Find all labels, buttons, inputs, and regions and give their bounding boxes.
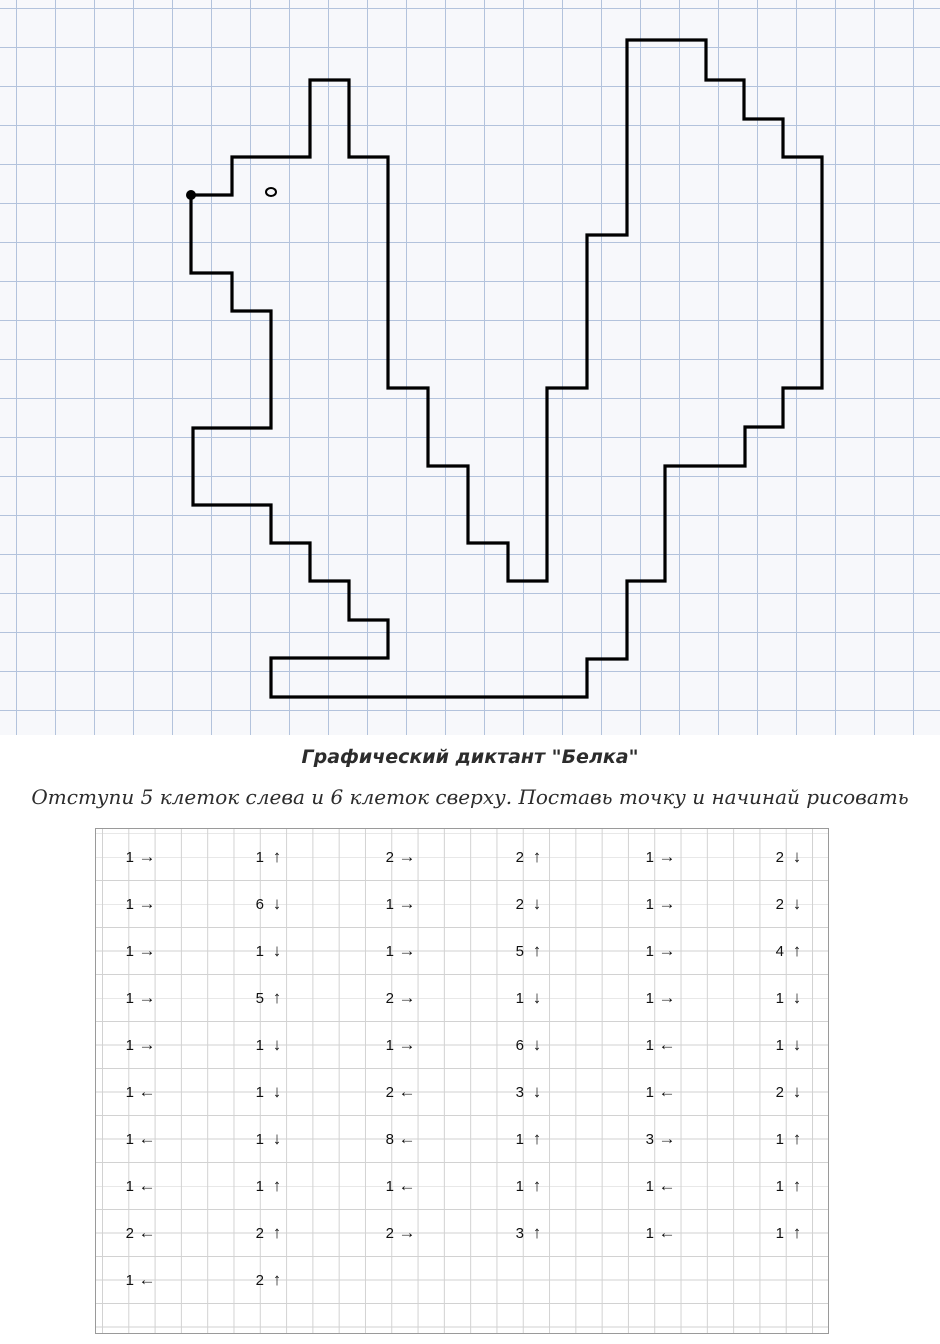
dictation-step <box>108 892 160 916</box>
step-count: 1 <box>125 989 134 1007</box>
arrow-right-icon: → <box>138 988 156 1007</box>
dictation-step <box>238 845 290 869</box>
step-count: 1 <box>775 1036 784 1054</box>
arrow-left-icon: ← <box>658 1176 676 1195</box>
step-count: 1 <box>775 1177 784 1195</box>
arrow-up-icon: ↑ <box>792 941 802 960</box>
step-count: 1 <box>125 1083 134 1101</box>
arrow-up-icon: ↑ <box>532 847 542 866</box>
step-count: 2 <box>515 895 524 913</box>
dictation-step <box>628 1127 680 1151</box>
step-count: 1 <box>255 1036 264 1054</box>
arrow-right-icon: → <box>398 1223 416 1242</box>
arrow-right-icon: → <box>398 1035 416 1054</box>
squirrel-outline <box>191 40 822 697</box>
step-count: 3 <box>515 1083 524 1101</box>
step-count: 2 <box>125 1224 134 1242</box>
arrow-left-icon: ← <box>138 1082 156 1101</box>
step-count: 2 <box>255 1271 264 1289</box>
arrow-up-icon: ↑ <box>532 941 542 960</box>
step-count: 1 <box>515 1130 524 1148</box>
step-count: 1 <box>645 1083 654 1101</box>
dictation-step <box>758 986 810 1010</box>
dictation-step <box>108 1221 160 1245</box>
dictation-step <box>238 892 290 916</box>
arrow-up-icon: ↑ <box>272 1176 282 1195</box>
dictation-step <box>628 1174 680 1198</box>
dictation-table <box>95 828 829 1334</box>
dictation-step <box>238 986 290 1010</box>
arrow-left-icon: ← <box>658 1035 676 1054</box>
step-count: 8 <box>385 1130 394 1148</box>
arrow-right-icon: → <box>398 847 416 866</box>
step-count: 1 <box>125 895 134 913</box>
arrow-up-icon: ↑ <box>272 847 282 866</box>
dictation-step <box>498 1033 550 1057</box>
dictation-step <box>238 1268 290 1292</box>
arrow-right-icon: → <box>138 847 156 866</box>
arrow-up-icon: ↑ <box>792 1176 802 1195</box>
dictation-step <box>108 845 160 869</box>
dictation-step <box>368 986 420 1010</box>
dictation-step <box>758 939 810 963</box>
step-count: 1 <box>775 1224 784 1242</box>
step-count: 1 <box>775 989 784 1007</box>
step-count: 2 <box>255 1224 264 1242</box>
arrow-up-icon: ↑ <box>532 1129 542 1148</box>
dictation-step <box>368 1080 420 1104</box>
dictation-step <box>498 845 550 869</box>
dictation-step <box>108 986 160 1010</box>
dictation-step <box>108 1127 160 1151</box>
step-count: 1 <box>645 895 654 913</box>
step-count: 1 <box>645 1224 654 1242</box>
arrow-down-icon: ↓ <box>792 847 802 866</box>
arrow-left-icon: ← <box>138 1129 156 1148</box>
step-count: 1 <box>255 942 264 960</box>
dictation-step <box>368 1174 420 1198</box>
dictation-step <box>628 939 680 963</box>
dictation-step <box>628 845 680 869</box>
step-count: 3 <box>645 1130 654 1148</box>
dictation-step <box>108 1033 160 1057</box>
arrow-right-icon: → <box>658 1129 676 1148</box>
step-count: 1 <box>645 942 654 960</box>
step-count: 3 <box>515 1224 524 1242</box>
step-count: 1 <box>385 895 394 913</box>
dictation-step <box>238 1080 290 1104</box>
step-count: 1 <box>645 1036 654 1054</box>
dictation-step <box>238 1033 290 1057</box>
dictation-step <box>368 892 420 916</box>
eye-mark <box>266 188 276 196</box>
arrow-left-icon: ← <box>138 1270 156 1289</box>
step-count: 6 <box>515 1036 524 1054</box>
step-count: 5 <box>255 989 264 1007</box>
arrow-left-icon: ← <box>138 1223 156 1242</box>
step-count: 1 <box>385 1177 394 1195</box>
arrow-right-icon: → <box>658 847 676 866</box>
dictation-step <box>758 1221 810 1245</box>
dictation-step <box>238 1221 290 1245</box>
dictation-step <box>758 845 810 869</box>
arrow-left-icon: ← <box>398 1129 416 1148</box>
step-count: 1 <box>645 1177 654 1195</box>
dictation-step <box>628 1033 680 1057</box>
arrow-down-icon: ↓ <box>792 1082 802 1101</box>
arrow-down-icon: ↓ <box>532 1035 542 1054</box>
arrow-up-icon: ↑ <box>532 1176 542 1195</box>
step-count: 4 <box>775 942 784 960</box>
arrow-down-icon: ↓ <box>272 1082 282 1101</box>
start-point <box>186 190 196 200</box>
step-count: 1 <box>775 1130 784 1148</box>
arrow-up-icon: ↑ <box>792 1129 802 1148</box>
step-count: 1 <box>125 1271 134 1289</box>
step-count: 1 <box>255 848 264 866</box>
arrow-up-icon: ↑ <box>792 1223 802 1242</box>
step-count: 2 <box>385 989 394 1007</box>
step-count: 1 <box>125 848 134 866</box>
dictation-step <box>368 1033 420 1057</box>
dictation-step <box>108 1268 160 1292</box>
arrow-down-icon: ↓ <box>272 1129 282 1148</box>
dictation-step <box>758 1127 810 1151</box>
arrow-right-icon: → <box>398 988 416 1007</box>
arrow-left-icon: ← <box>398 1082 416 1101</box>
dictation-step <box>498 1080 550 1104</box>
dictation-step <box>628 986 680 1010</box>
arrow-right-icon: → <box>398 941 416 960</box>
step-count: 5 <box>515 942 524 960</box>
step-count: 1 <box>385 1036 394 1054</box>
step-count: 6 <box>255 895 264 913</box>
dictation-step <box>758 1080 810 1104</box>
arrow-up-icon: ↑ <box>272 1270 282 1289</box>
dictation-step <box>498 939 550 963</box>
arrow-left-icon: ← <box>658 1223 676 1242</box>
arrow-down-icon: ↓ <box>792 1035 802 1054</box>
arrow-right-icon: → <box>398 894 416 913</box>
dictation-step <box>628 1221 680 1245</box>
dictation-title: Графический диктант "Белка" <box>301 746 639 768</box>
arrow-down-icon: ↓ <box>272 1035 282 1054</box>
dictation-step <box>758 1174 810 1198</box>
dictation-step <box>498 1221 550 1245</box>
dictation-step <box>628 892 680 916</box>
step-count: 2 <box>775 1083 784 1101</box>
arrow-up-icon: ↑ <box>272 1223 282 1242</box>
arrow-down-icon: ↓ <box>532 894 542 913</box>
step-count: 2 <box>385 1224 394 1242</box>
step-count: 1 <box>125 1130 134 1148</box>
step-count: 2 <box>515 848 524 866</box>
arrow-right-icon: → <box>658 941 676 960</box>
step-count: 1 <box>255 1177 264 1195</box>
arrow-right-icon: → <box>658 894 676 913</box>
arrow-right-icon: → <box>138 894 156 913</box>
step-count: 2 <box>775 848 784 866</box>
arrow-up-icon: ↑ <box>532 1223 542 1242</box>
arrow-down-icon: ↓ <box>532 1082 542 1101</box>
step-count: 1 <box>645 848 654 866</box>
dictation-step <box>108 1080 160 1104</box>
dictation-step <box>108 939 160 963</box>
dictation-step <box>238 1174 290 1198</box>
step-count: 1 <box>515 989 524 1007</box>
step-count: 2 <box>385 1083 394 1101</box>
arrow-down-icon: ↓ <box>792 988 802 1007</box>
dictation-step <box>368 1127 420 1151</box>
dictation-step <box>108 1174 160 1198</box>
step-count: 1 <box>515 1177 524 1195</box>
arrow-down-icon: ↓ <box>792 894 802 913</box>
step-count: 1 <box>255 1083 264 1101</box>
dictation-step <box>498 892 550 916</box>
step-count: 1 <box>645 989 654 1007</box>
arrow-right-icon: → <box>138 1035 156 1054</box>
step-count: 1 <box>255 1130 264 1148</box>
dictation-step <box>368 845 420 869</box>
dictation-step <box>368 939 420 963</box>
dictation-step <box>758 892 810 916</box>
step-count: 1 <box>125 1036 134 1054</box>
arrow-down-icon: ↓ <box>532 988 542 1007</box>
instruction-text: Отступи 5 клеток слева и 6 клеток сверху. Поставь точку и начинай рисовать <box>31 785 909 809</box>
step-count: 1 <box>125 1177 134 1195</box>
arrow-left-icon: ← <box>658 1082 676 1101</box>
dictation-step <box>758 1033 810 1057</box>
arrow-right-icon: → <box>658 988 676 1007</box>
dictation-step <box>498 1127 550 1151</box>
dictation-step <box>238 939 290 963</box>
arrow-left-icon: ← <box>398 1176 416 1195</box>
dictation-step <box>498 1174 550 1198</box>
step-count: 1 <box>125 942 134 960</box>
dictation-step <box>628 1080 680 1104</box>
arrow-up-icon: ↑ <box>272 988 282 1007</box>
step-count: 2 <box>775 895 784 913</box>
arrow-down-icon: ↓ <box>272 894 282 913</box>
step-count: 1 <box>385 942 394 960</box>
dictation-step <box>498 986 550 1010</box>
dictation-step <box>368 1221 420 1245</box>
arrow-down-icon: ↓ <box>272 941 282 960</box>
step-count: 2 <box>385 848 394 866</box>
dictation-step <box>238 1127 290 1151</box>
arrow-left-icon: ← <box>138 1176 156 1195</box>
arrow-right-icon: → <box>138 941 156 960</box>
